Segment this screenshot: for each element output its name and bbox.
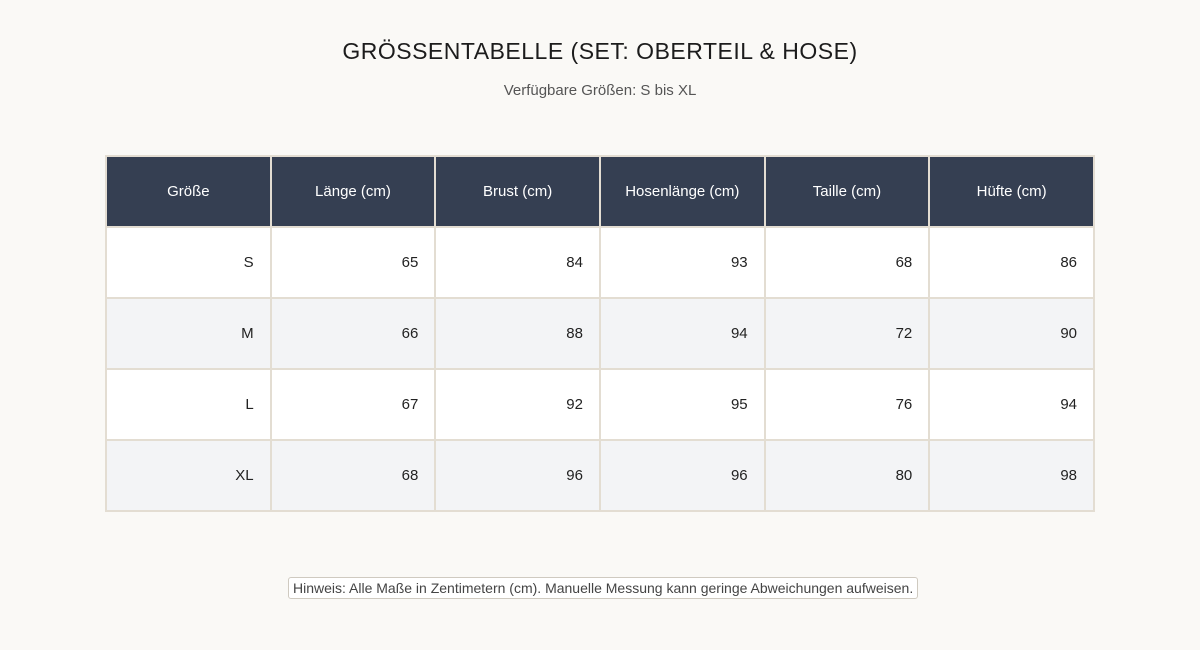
table-header-row — [106, 156, 1094, 227]
measurement-cell: 76 — [765, 369, 930, 440]
page-title: GRÖSSENTABELLE (SET: OBERTEIL & HOSE) — [342, 38, 858, 64]
size-cell: M — [106, 298, 271, 369]
measurement-cell: 80 — [765, 440, 930, 511]
measurement-cell: 96 — [435, 440, 600, 511]
column-header: Hüfte (cm) — [929, 156, 1094, 227]
column-header: Größe — [106, 156, 271, 227]
column-header: Brust (cm) — [435, 156, 600, 227]
measurement-cell: 94 — [600, 298, 765, 369]
measurement-cell: 66 — [271, 298, 436, 369]
measurement-cell: 86 — [929, 227, 1094, 298]
table-row — [106, 440, 1094, 511]
measurement-cell: 90 — [929, 298, 1094, 369]
measurement-cell: 65 — [271, 227, 436, 298]
size-cell: XL — [106, 440, 271, 511]
measurement-cell: 68 — [765, 227, 930, 298]
table-row — [106, 298, 1094, 369]
measurement-cell: 68 — [271, 440, 436, 511]
table-row — [106, 227, 1094, 298]
column-header: Länge (cm) — [271, 156, 436, 227]
measurement-cell: 98 — [929, 440, 1094, 511]
measurement-cell: 96 — [600, 440, 765, 511]
page-subtitle: Verfügbare Größen: S bis XL — [503, 82, 697, 99]
size-table — [105, 155, 1095, 512]
size-cell: L — [106, 369, 271, 440]
measurement-cell: 67 — [271, 369, 436, 440]
column-header: Taille (cm) — [765, 156, 930, 227]
size-cell: S — [106, 227, 271, 298]
measurement-cell: 94 — [929, 369, 1094, 440]
measurement-cell: 95 — [600, 369, 765, 440]
measurement-cell: 72 — [765, 298, 930, 369]
column-header: Hosenlänge (cm) — [600, 156, 765, 227]
table-body — [106, 227, 1094, 511]
table-row — [106, 369, 1094, 440]
measurement-cell: 92 — [435, 369, 600, 440]
measurement-cell: 84 — [435, 227, 600, 298]
measurement-cell: 88 — [435, 298, 600, 369]
measurement-cell: 93 — [600, 227, 765, 298]
measurement-note: Hinweis: Alle Maße in Zentimetern (cm). Manuelle Messung kann geringe Abweichungen aufweisen. — [288, 577, 918, 599]
